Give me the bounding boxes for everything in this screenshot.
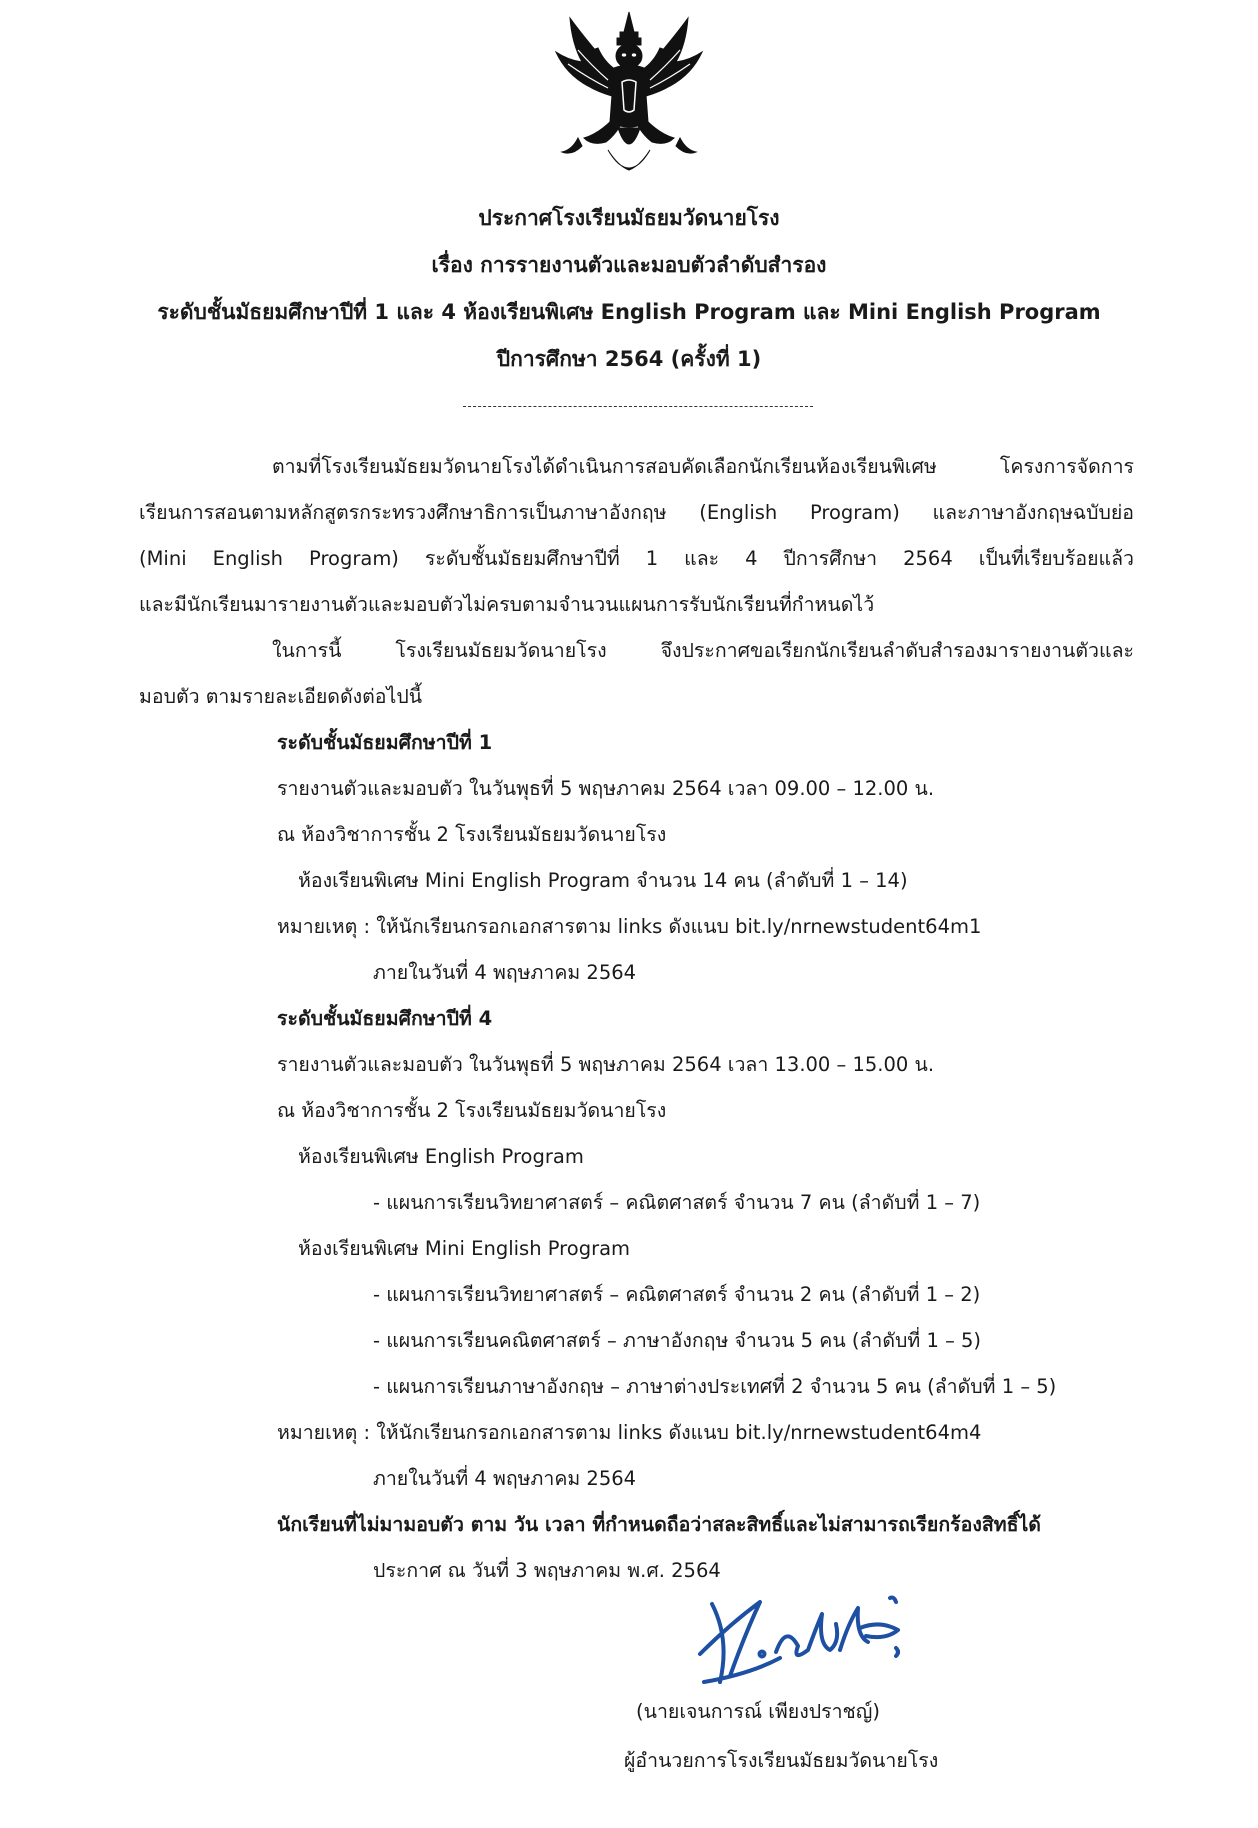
garuda-emblem-icon (548, 10, 710, 186)
level1-note-deadline: ภายในวันที่ 4 พฤษภาคม 2564 (373, 961, 637, 984)
level1-room: ห้องเรียนพิเศษ Mini English Program จำนวน 14 คน (ลำดับที่ 1 – 14) (298, 869, 908, 892)
intro-line-6: มอบตัว ตามรายละเอียดดังต่อไปนี้ (139, 685, 423, 708)
level1-note: หมายเหตุ : ให้นักเรียนกรอกเอกสารตาม links ดังแนบ bit.ly/nrnewstudent64m1 (277, 915, 982, 938)
level4-ep-title: ห้องเรียนพิเศษ English Program (298, 1145, 584, 1168)
level4-note-deadline: ภายในวันที่ 4 พฤษภาคม 2564 (373, 1467, 637, 1490)
level1-place: ณ ห้องวิชาการชั้น 2 โรงเรียนมัธยมวัดนายโรง (277, 823, 667, 846)
intro-line-3: (Mini English Program) ระดับชั้นมัธยมศึกษาปีที่ 1 และ 4 ปีการศึกษา 2564 เป็นที่เรียบร้อยแล้ว (139, 547, 1134, 570)
level4-mep-plan-2: - แผนการเรียนคณิตศาสตร์ – ภาษาอังกฤษ จำนวน 5 คน (ลำดับที่ 1 – 5) (373, 1329, 982, 1352)
forfeit-warning: นักเรียนที่ไม่มามอบตัว ตาม วัน เวลา ที่กำหนดถือว่าสละสิทธิ์และไม่สามารถเรียกร้องสิทธิ์ได้ (277, 1513, 1041, 1536)
level4-place: ณ ห้องวิชาการชั้น 2 โรงเรียนมัธยมวัดนายโรง (277, 1099, 667, 1122)
announcement-date: ประกาศ ณ วันที่ 3 พฤษภาคม พ.ศ. 2564 (373, 1559, 721, 1582)
level1-title: ระดับชั้นมัธยมศึกษาปีที่ 1 (277, 731, 493, 754)
level4-ep-plan-1: - แผนการเรียนวิทยาศาสตร์ – คณิตศาสตร์ จำนวน 7 คน (ลำดับที่ 1 – 7) (373, 1191, 981, 1214)
handwritten-signature (690, 1584, 940, 1694)
level4-mep-title: ห้องเรียนพิเศษ Mini English Program (298, 1237, 631, 1260)
level4-report-time: รายงานตัวและมอบตัว ในวันพุธที่ 5 พฤษภาคม 2564 เวลา 13.00 – 15.00 น. (277, 1053, 935, 1076)
announcement-year-line: ปีการศึกษา 2564 (ครั้งที่ 1) (496, 347, 762, 371)
level4-mep-plan-3: - แผนการเรียนภาษาอังกฤษ – ภาษาต่างประเทศที่ 2 จำนวน 5 คน (ลำดับที่ 1 – 5) (373, 1375, 1057, 1398)
announcement-subject: เรื่อง การรายงานตัวและมอบตัวลำดับสำรอง (431, 253, 827, 277)
level4-mep-plan-1: - แผนการเรียนวิทยาศาสตร์ – คณิตศาสตร์ จำนวน 2 คน (ลำดับที่ 1 – 2) (373, 1283, 981, 1306)
intro-line-4: และมีนักเรียนมารายงานตัวและมอบตัวไม่ครบตามจำนวนแผนการรับนักเรียนที่กำหนดไว้ (139, 593, 875, 616)
level1-report-time: รายงานตัวและมอบตัว ในวันพุธที่ 5 พฤษภาคม 2564 เวลา 09.00 – 12.00 น. (277, 777, 935, 800)
intro-line-1: ตามที่โรงเรียนมัธยมวัดนายโรงได้ดำเนินการสอบคัดเลือกนักเรียนห้องเรียนพิเศษ โครงการจัดการ (272, 455, 1134, 478)
intro-line-5: ในการนี้ โรงเรียนมัธยมวัดนายโรง จึงประกาศขอเรียกนักเรียนลำดับสำรองมารายงานตัวและ (272, 639, 1134, 662)
signatory-position: ผู้อำนวยการโรงเรียนมัธยมวัดนายโรง (624, 1749, 939, 1772)
announcement-level-line: ระดับชั้นมัธยมศึกษาปีที่ 1 และ 4 ห้องเรียนพิเศษ English Program และ Mini English Program (157, 300, 1101, 324)
level4-note: หมายเหตุ : ให้นักเรียนกรอกเอกสารตาม links ดังแนบ bit.ly/nrnewstudent64m4 (277, 1421, 982, 1444)
announcement-title: ประกาศโรงเรียนมัธยมวัดนายโรง (478, 206, 780, 230)
intro-line-2: เรียนการสอนตามหลักสูตรกระทรวงศึกษาธิการเป็นภาษาอังกฤษ (English Program) และภาษาอังกฤษฉบับย่อ (139, 501, 1134, 524)
header-divider (463, 406, 813, 407)
signatory-name: (นายเจนการณ์ เพียงปราชญ์) (636, 1700, 880, 1723)
level4-title: ระดับชั้นมัธยมศึกษาปีที่ 4 (277, 1007, 493, 1030)
